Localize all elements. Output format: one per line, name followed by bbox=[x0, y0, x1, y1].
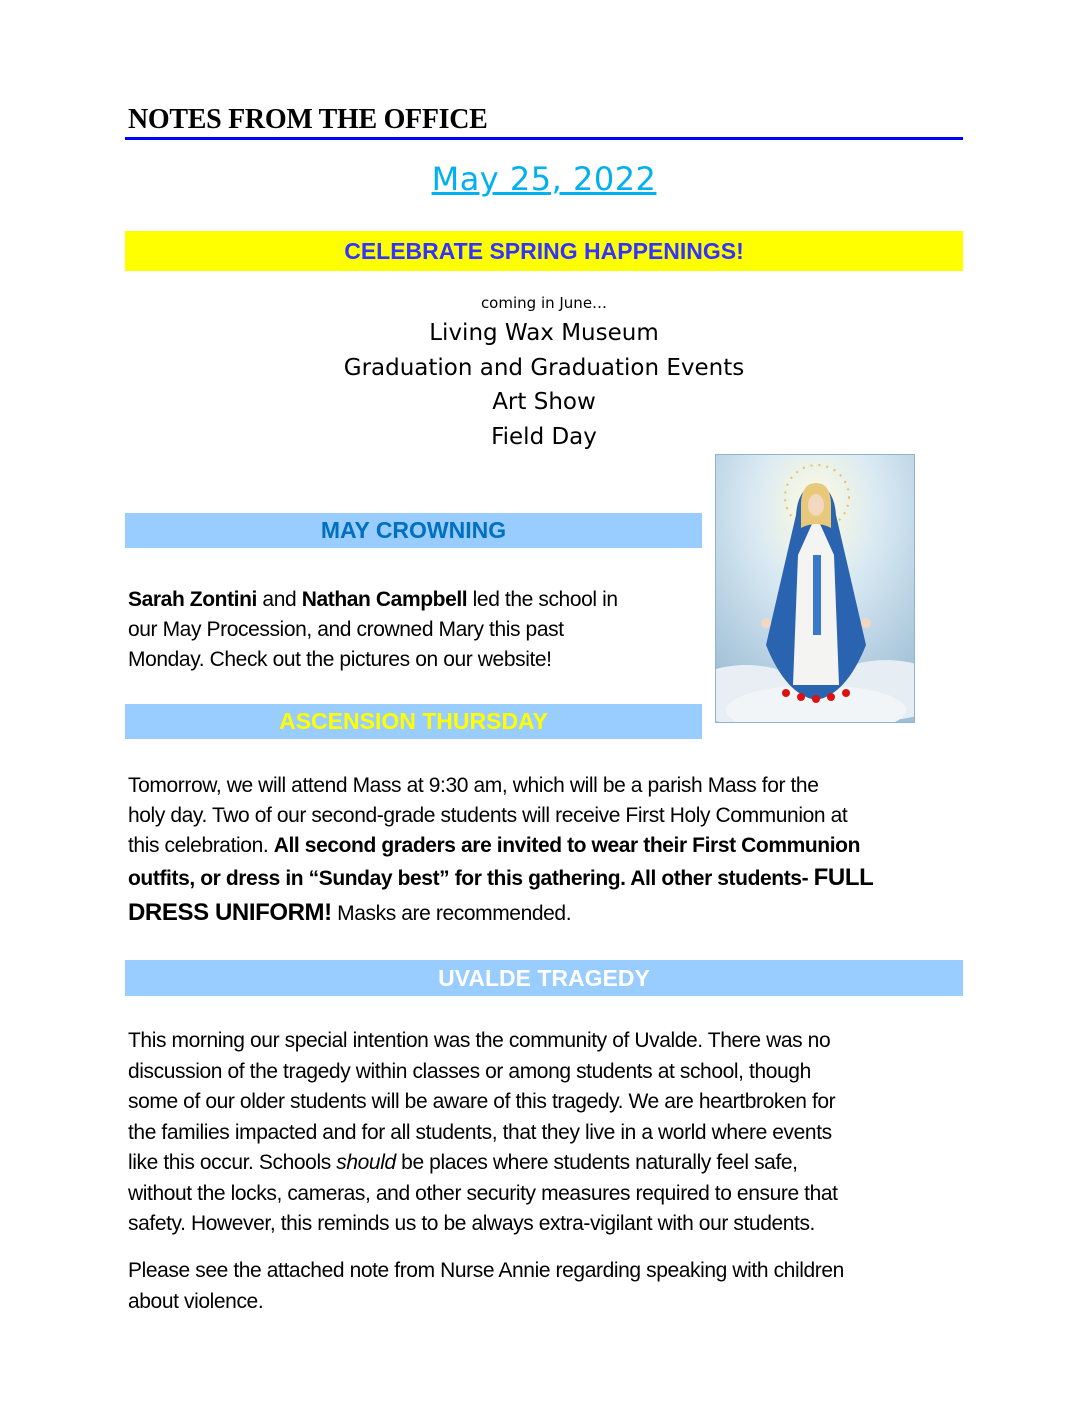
text-run: outfits, or dress in “Sunday best” for this gathering. All other students- bbox=[128, 867, 814, 890]
text-line bbox=[128, 1118, 838, 1149]
title-divider bbox=[125, 137, 963, 140]
text-line bbox=[128, 1256, 844, 1287]
section-header-uvalde: UVALDE TRAGEDY bbox=[125, 960, 963, 996]
event-item: Graduation and Graduation Events bbox=[343, 354, 745, 381]
text-run: DRESS UNIFORM! bbox=[128, 899, 332, 926]
text-run: led the school in bbox=[467, 588, 618, 611]
nurse-note-paragraph bbox=[128, 1256, 844, 1317]
text-run: Sarah Zontini bbox=[128, 588, 257, 611]
text-run: Nathan Campbell bbox=[301, 588, 468, 611]
text-line bbox=[128, 771, 873, 801]
section-header-ascension: ASCENSION THURSDAY bbox=[125, 704, 702, 739]
text-line bbox=[128, 896, 873, 931]
text-line bbox=[128, 861, 873, 896]
text-run: and bbox=[256, 588, 302, 611]
event-item: Field Day bbox=[491, 423, 597, 450]
date-heading: May 25, 2022 bbox=[431, 160, 657, 198]
text-line bbox=[128, 1026, 838, 1057]
text-run: without the locks, cameras, and other security measures required to ensure that bbox=[128, 1181, 838, 1205]
text-run: Please see the attached note from Nurse Annie regarding speaking with children bbox=[128, 1259, 844, 1282]
text-line bbox=[128, 1209, 838, 1240]
text-run: All second graders are invited to wear their First Communion bbox=[273, 834, 861, 857]
text-run: our May Procession, and crowned Mary this past bbox=[128, 618, 564, 641]
text-line bbox=[128, 1057, 838, 1088]
text-line bbox=[128, 1179, 838, 1210]
text-run: Monday. Check out the pictures on our website! bbox=[128, 648, 552, 671]
text-run: some of our older students will be aware of this tragedy. We are heartbroken for bbox=[128, 1090, 836, 1113]
text-run: like this occur. Schools bbox=[128, 1151, 337, 1174]
mary-image bbox=[715, 454, 915, 723]
text-line bbox=[128, 1287, 844, 1318]
text-run: the families impacted and for all students, that they live in a world where events bbox=[128, 1120, 832, 1144]
text-line bbox=[128, 585, 618, 615]
text-line bbox=[128, 615, 618, 645]
date-heading-wrap bbox=[0, 160, 1088, 198]
events-intro: coming in June… bbox=[480, 294, 608, 312]
text-run: Tomorrow, we will attend Mass at 9:30 am, which will be a parish Mass for the bbox=[128, 774, 819, 797]
text-run: this celebration. bbox=[128, 834, 274, 857]
text-run: should bbox=[336, 1151, 396, 1174]
text-run: holy day. Two of our second-grade students will receive First Holy Communion at bbox=[128, 804, 848, 827]
text-run: This morning our special intention was the community of Uvalde. There was no bbox=[128, 1029, 831, 1052]
text-line bbox=[128, 645, 618, 675]
uvalde-paragraph bbox=[128, 1026, 838, 1240]
text-run: discussion of the tragedy within classes or among students at school, though bbox=[128, 1059, 811, 1083]
text-line bbox=[128, 831, 873, 861]
page-title: NOTES FROM THE OFFICE bbox=[128, 104, 488, 135]
text-run: be places where students naturally feel safe, bbox=[395, 1151, 798, 1174]
section-header-may-crowning: MAY CROWNING bbox=[125, 513, 702, 548]
text-run: about violence. bbox=[128, 1289, 264, 1313]
may-crowning-paragraph bbox=[128, 585, 618, 675]
text-line bbox=[128, 1087, 838, 1118]
ascension-paragraph bbox=[128, 771, 873, 931]
event-item: Art Show bbox=[492, 389, 596, 415]
text-run: safety. However, this reminds us to be always extra-vigilant with our students. bbox=[128, 1212, 815, 1235]
section-header-spring: CELEBRATE SPRING HAPPENINGS! bbox=[125, 231, 963, 271]
text-line bbox=[128, 801, 873, 831]
mary-illustration bbox=[716, 455, 915, 723]
events-list bbox=[0, 290, 1088, 454]
text-line bbox=[128, 1148, 838, 1179]
text-run: Masks are recommended. bbox=[331, 902, 572, 925]
text-run: FULL bbox=[813, 864, 874, 891]
event-item: Living Wax Museum bbox=[429, 320, 659, 346]
